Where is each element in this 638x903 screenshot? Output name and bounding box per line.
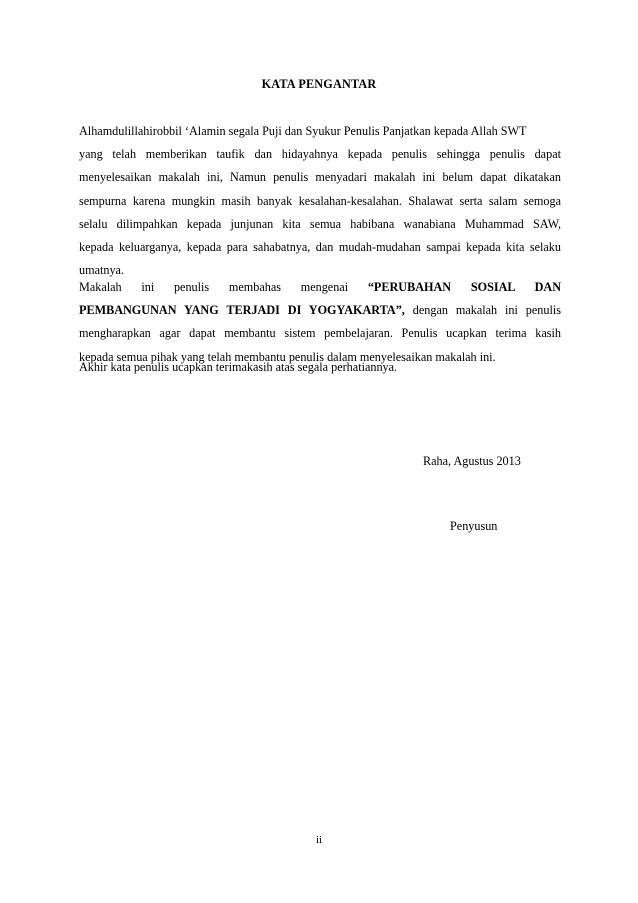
paragraph-closing — [79, 356, 561, 379]
text-line: yang telah memberikan taufik dan hidayahnya kepada penulis sehingga penulis dapat — [79, 147, 561, 162]
text-line: sempurna karena mungkin masih banyak kesalahan-kesalahan. Shalawat serta salam semoga — [79, 193, 561, 208]
text-line — [79, 299, 561, 322]
text-line — [79, 276, 561, 299]
text-line: kepada semua pihak yang telah membantu penulis dalam menyelesaikan makalah ini. — [79, 349, 496, 364]
text-line: Akhir kata penulis ucapkan terimakasih atas segala perhatiannya. — [79, 360, 398, 374]
paragraph-topic — [79, 276, 561, 369]
page-number: ii — [315, 834, 323, 846]
paragraph-intro — [79, 120, 561, 282]
text-line: Alhamdulillahirobbil ‘Alamin segala Puji dan Syukur Penulis Panjatkan kepada Allah SWT — [79, 124, 527, 138]
text-line: selalu dilimpahkan kepada junjunan kita semua habibana wanabiana Muhammad SAW, — [79, 216, 561, 231]
document-title: KATA PENGANTAR — [261, 77, 377, 91]
topic-intro-text: Makalah ini penulis membahas mengenai — [79, 280, 349, 294]
place-date: Raha, Agustus 2013 — [423, 454, 521, 468]
text-line: mengharapkan agar dapat membantu sistem pembelajaran. Penulis ucapkan terima kasih — [79, 326, 561, 341]
text-line: umatnya. — [79, 263, 125, 278]
text-line: menyelesaikan makalah ini, Namun penulis menyadari makalah ini belum dapat dikatakan — [79, 170, 561, 185]
author-signature: Penyusun — [450, 519, 498, 533]
topic-continuation-text: dengan makalah ini penulis — [412, 303, 561, 318]
topic-title-part1: “PERUBAHAN SOSIAL DAN — [367, 280, 561, 294]
topic-title-part2: PEMBANGUNAN YANG TERJADI DI YOGYAKARTA”, — [79, 303, 405, 318]
text-line: kepada keluarganya, kepada para sahabatnya, dan mudah-mudahan sampai kepada kita selaku — [79, 240, 561, 255]
